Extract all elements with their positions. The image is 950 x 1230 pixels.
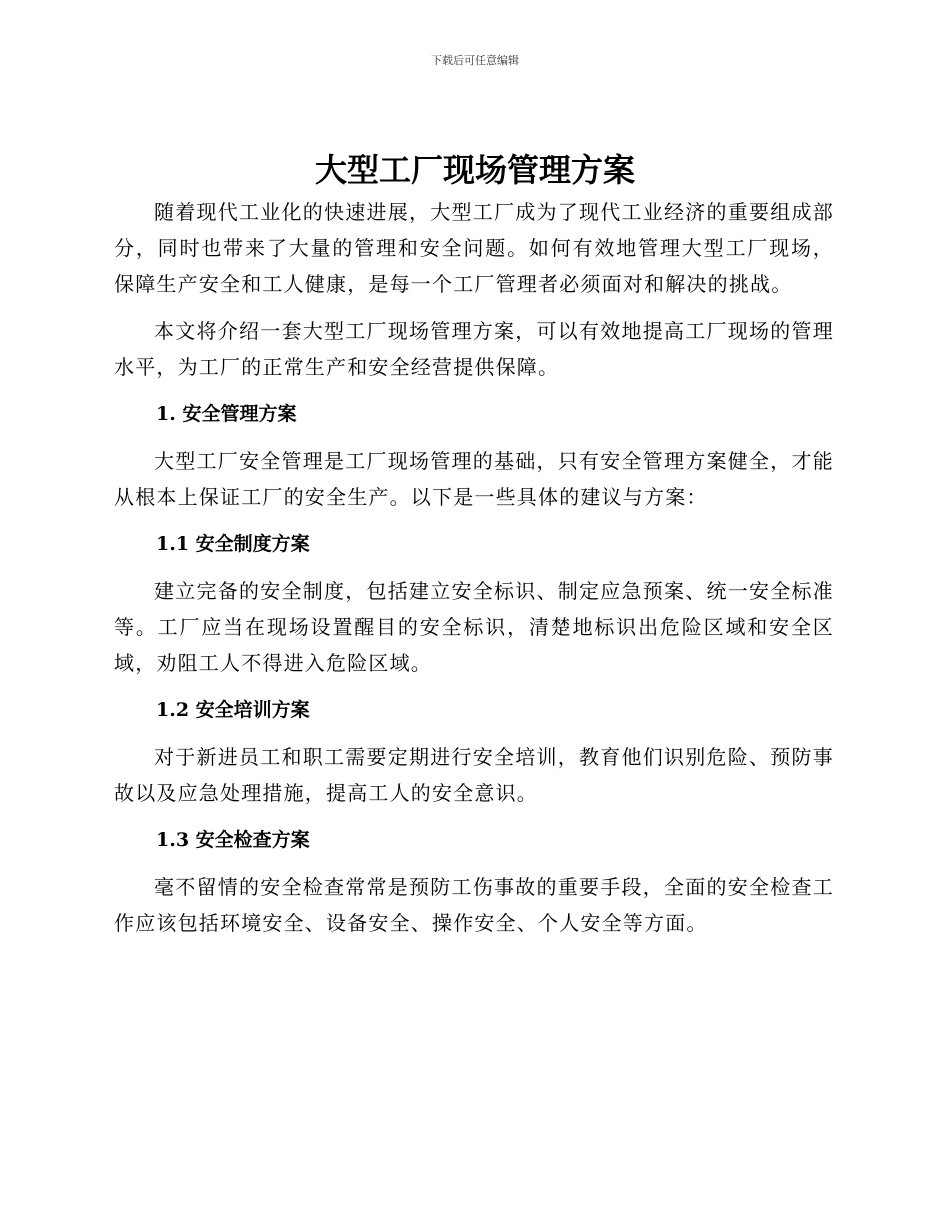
intro-paragraph-2: 本文将介绍一套大型工厂现场管理方案，可以有效地提高工厂现场的管理水平，为工厂的正常生产和安全经营提供保障。 [114, 319, 834, 379]
section-heading-1: 1. 安全管理方案 [156, 403, 297, 425]
document-body [114, 194, 834, 952]
page-header-note: 下载后可任意编辑 [431, 54, 519, 67]
section-1-paragraph: 大型工厂安全管理是工厂现场管理的基础，只有安全管理方案健全，才能从根本上保证工厂的安全生产。以下是一些具体的建议与方案： [114, 449, 834, 509]
subsection-heading-1-2: 1.2 安全培训方案 [156, 699, 310, 721]
intro-paragraph-1: 随着现代工业化的快速进展，大型工厂成为了现代工业经济的重要组成部分，同时也带来了大量的管理和安全问题。如何有效地管理大型工厂现场，保障生产安全和工人健康，是每一个工厂管理者必须面对和解决的挑战。 [114, 200, 834, 296]
subsection-1-1-paragraph: 建立完备的安全制度，包括建立安全标识、制定应急预案、统一安全标准等。工厂应当在现场设置醒目的安全标识，清楚地标识出危险区域和安全区域，劝阻工人不得进入危险区域。 [114, 579, 834, 675]
subsection-1-3-paragraph: 毫不留情的安全检查常常是预防工伤事故的重要手段，全面的安全检查工作应该包括环境安全、设备安全、操作安全、个人安全等方面。 [114, 875, 834, 935]
subsection-1-2-paragraph: 对于新进员工和职工需要定期进行安全培训，教育他们识别危险、预防事故以及应急处理措施，提高工人的安全意识。 [114, 745, 834, 805]
subsection-heading-1-1: 1.1 安全制度方案 [156, 533, 310, 555]
subsection-heading-1-3: 1.3 安全检查方案 [156, 829, 310, 851]
document-title: 大型工厂现场管理方案 [314, 151, 635, 189]
